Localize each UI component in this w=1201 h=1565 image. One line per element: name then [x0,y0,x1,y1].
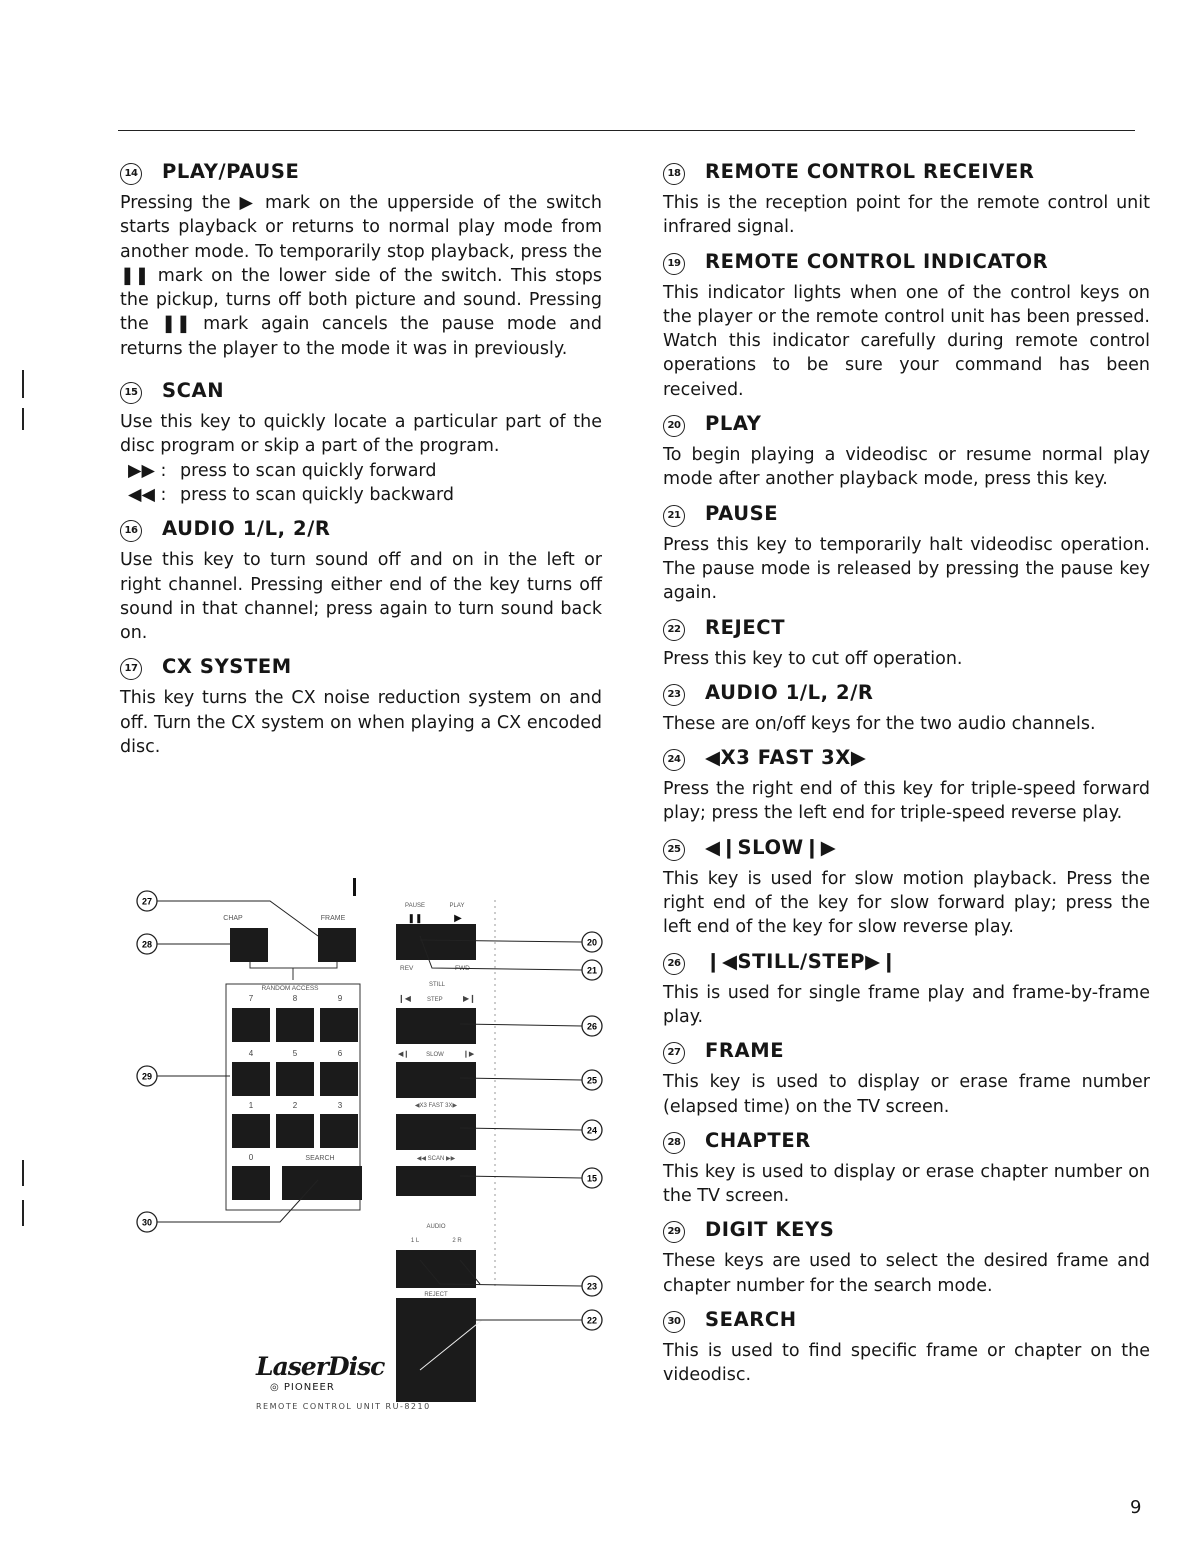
pioneer-brand: ◎ PIONEER [270,1382,335,1393]
section-search [663,1308,1150,1388]
frame-label: FRAME [320,915,346,922]
digit-label: 6 [337,1049,343,1058]
reject-label: REJECT [424,1292,448,1298]
section-heading [663,836,1150,861]
section-heading [663,412,1150,437]
laserdisc-logo: LaserDisc [256,1352,385,1381]
search-key[interactable] [282,1166,362,1200]
section-title: REMOTE CONTROL INDICATOR [705,249,1049,273]
scan-backward-icon: ◀◀ : [128,484,167,505]
right-column [663,160,1150,1398]
section-title: SCAN [162,379,225,403]
chap-label: CHAP [223,915,243,922]
section-chapter [663,1129,1150,1209]
section-text: Press this key to temporarily halt videodisc operation. The pause mode is released by pressing the pause key again. [663,534,1150,604]
digit-key-3[interactable] [320,1114,358,1148]
audio-ch1-label: 1 L [410,1238,420,1244]
slow-key[interactable] [396,1062,476,1098]
section-title: FRAME [705,1039,785,1063]
slow-reverse-icon: ◀❙ [398,1051,410,1058]
section-audio [120,517,602,645]
audio-keys[interactable] [396,1250,476,1288]
callout-line [460,1078,582,1080]
margin-mark [22,1160,24,1186]
section-heading [663,1308,1150,1333]
section-title: SEARCH [705,1308,797,1332]
callout-number: 30 [141,1217,153,1228]
section-text: This is the reception point for the remote control unit infrared signal. [663,193,1150,238]
section-text: Press this key to cut off operation. [663,648,963,669]
remote-control-figure [130,870,620,1320]
digit-key-1[interactable] [232,1114,270,1148]
rev-label: REV [400,965,414,972]
section-audio-keys [663,681,1150,736]
digit-key-9[interactable] [320,1008,358,1042]
digit-label: 9 [337,994,343,1003]
section-heading [663,1039,1150,1064]
section-heading [120,517,602,542]
section-text: Use this key to turn sound off and on in the left or right channel. Pressing either end of the key turns off sound in that channel; press again to turn sound back on. [120,550,602,644]
section-text: Pressing the ▶ mark on the upperside of the switch starts playback or returns to normal play mode from another mode. To temporarily stop playback, press the ❚❚ mark on the lower side of the switch. This stops the pickup, turns off both picture and sound. Pressing the ❚❚ mark again cancels the pause mode and returns the player to the mode it was in previously. [120,193,602,359]
section-text: This key is used for slow motion playback. Press the right end of the key for slow forward play; press the left end of the key for slow reverse play. [663,868,1150,938]
section-heading [120,160,602,185]
item-number: 28 [663,1132,685,1154]
scan-forward-line: ▶▶ : press to scan quickly forward [120,459,602,483]
page-number: 9 [1130,1497,1142,1518]
section-remote-receiver [663,160,1150,240]
section-title: PAUSE [705,501,779,525]
play-label: PLAY [449,903,465,909]
pause-symbol-icon: ❚❚ [407,913,423,923]
callout-line [460,1024,582,1026]
item-number: 14 [120,163,142,185]
item-number: 27 [663,1042,685,1064]
section-text: This is used for single frame play and frame-by-frame play. [663,982,1150,1027]
section-text: This indicator lights when one of the control keys on the player or the remote control unit has been pressed. Watch this indicator carefully during remote control operations to be sure your command has been received. [663,282,1150,400]
slow-label: SLOW [426,1052,444,1058]
section-remote-indicator [663,250,1150,402]
fast-label: ◀X3 FAST 3X▶ [414,1103,458,1109]
section-frame [663,1039,1150,1119]
callout-number: 15 [586,1173,598,1184]
callout-number: 29 [141,1071,153,1082]
item-number: 26 [663,953,685,975]
audio-label: AUDIO [426,1224,446,1230]
step-label: STEP [427,997,443,1003]
section-title: PLAY [705,412,762,436]
callout-number: 20 [586,937,598,948]
digit-key-5[interactable] [276,1062,314,1096]
scan-backward-line: ◀◀ : press to scan quickly backward [120,483,602,507]
left-column [120,160,602,769]
item-number: 23 [663,684,685,706]
digit-label: 4 [248,1049,254,1058]
item-number: 22 [663,619,685,641]
item-number: 30 [663,1311,685,1333]
section-digit-keys [663,1218,1150,1298]
section-title: CHAPTER [705,1128,811,1152]
callout-number: 23 [586,1281,598,1292]
fwd-label: FWD [455,965,470,972]
item-number: 25 [663,839,685,861]
still-step-key[interactable] [396,1008,476,1044]
section-heading [663,1129,1150,1154]
section-text: This is used to find specific frame or chapter on the videodisc. [663,1341,1150,1386]
digit-key-2[interactable] [276,1114,314,1148]
section-text: To begin playing a videodisc or resume normal play mode after another playback mode, press this key. [663,445,1150,490]
section-heading [663,1218,1150,1243]
section-fast [663,746,1150,826]
section-heading [663,681,1150,706]
callout-line [460,1128,582,1130]
top-rule [118,130,1135,131]
section-text: Use this key to quickly locate a particular part of the disc program or skip a part of the program. [120,412,602,457]
section-heading [663,746,1150,771]
section-heading [663,160,1150,185]
digit-key-0[interactable] [232,1166,270,1200]
digit-label: 2 [292,1101,298,1110]
pause-play-key[interactable] [396,924,476,960]
section-reject [663,616,1150,671]
audio-ch2-label: 2 R [452,1238,462,1244]
section-cx-system [120,655,602,759]
callout-number: 26 [586,1021,598,1032]
section-text: This key is used to display or erase chapter number on the TV screen. [663,1161,1150,1207]
callout-number: 24 [586,1125,598,1136]
callout-number: 27 [141,896,153,907]
item-number: 21 [663,505,685,527]
frame-key[interactable] [318,928,356,962]
item-number: 29 [663,1221,685,1243]
still-label: STILL [428,982,446,988]
digit-label: 0 [248,1153,254,1162]
section-title: AUDIO 1/L, 2/R [705,680,874,704]
margin-mark [22,370,24,398]
remote-model-label: REMOTE CONTROL UNIT RU-8210 [256,1402,431,1411]
section-heading [663,616,1150,641]
callout-number: 28 [141,939,153,950]
section-play [663,412,1150,492]
section-title: CX SYSTEM [162,655,292,679]
pause-label: PAUSE [405,903,425,909]
scan-key[interactable] [396,1166,476,1196]
callout-line [460,1176,582,1178]
section-title: DIGIT KEYS [705,1218,835,1242]
digit-label: 3 [337,1101,343,1110]
section-text: Press the right end of this key for triple-speed forward play; press the left end for triple-speed reverse play. [663,779,1150,824]
section-text: These keys are used to select the desired frame and chapter number for the search mode. [663,1251,1150,1296]
item-number: 19 [663,253,685,275]
section-heading [663,950,1150,975]
section-title: AUDIO 1/L, 2/R [162,517,331,541]
callout-number: 21 [586,965,598,976]
digit-key-7[interactable] [232,1008,270,1042]
section-title: PLAY/PAUSE [162,160,300,183]
still-step-symbols: ❙◀ [398,994,411,1003]
slow-forward-icon: ❙▶ [463,1051,475,1058]
section-heading [663,502,1150,527]
margin-mark [22,1200,24,1226]
digit-label: 5 [292,1049,298,1058]
digit-label: 1 [248,1101,254,1110]
section-heading [120,655,602,680]
section-text: This key turns the CX noise reduction system on and off. Turn the CX system on when playing a CX encoded disc. [120,688,602,758]
scan-forward-icon: ▶▶ : [128,460,167,481]
fast-key[interactable] [396,1114,476,1150]
item-number: 24 [663,749,685,771]
section-title: REMOTE CONTROL RECEIVER [705,160,1035,183]
scan-label: ◀◀ SCAN ▶▶ [416,1156,456,1162]
callout-number: 22 [586,1315,598,1326]
item-number: 17 [120,658,142,680]
section-text: These are on/off keys for the two audio channels. [663,713,1096,734]
margin-mark [22,408,24,430]
search-label: SEARCH [305,1155,335,1162]
section-heading [120,379,602,404]
reject-key[interactable] [396,1298,476,1402]
random-access-label: RANDOM ACCESS [261,985,319,992]
section-slow [663,836,1150,940]
item-number: 16 [120,520,142,542]
section-title: ◀X3 FAST 3X▶ [705,746,867,770]
section-title: ◀❙SLOW❙▶ [705,835,837,859]
section-still-step [663,950,1150,1030]
section-text: This key is used to display or erase frame number (elapsed time) on the TV screen. [663,1072,1150,1117]
step-forward-icon: ▶❙ [463,994,476,1003]
digit-key-8[interactable] [276,1008,314,1042]
section-scan [120,379,602,507]
section-pause [663,502,1150,606]
digit-label: 8 [292,994,298,1003]
reject-key-figure [390,1290,620,1410]
item-number: 20 [663,415,685,437]
section-heading [663,250,1150,275]
play-symbol-icon: ▶ [454,913,462,924]
item-number: 15 [120,382,142,404]
digit-key-6[interactable] [320,1062,358,1096]
section-title: ❙◀STILL/STEP▶❙ [705,949,898,973]
digit-key-4[interactable] [232,1062,270,1096]
item-number: 18 [663,163,685,185]
section-play-pause [120,160,602,361]
random-access-bracket [250,962,337,968]
digit-label: 7 [248,994,254,1003]
remote-top-marker [353,878,356,896]
section-title: REJECT [705,615,786,639]
callout-number: 25 [586,1075,598,1086]
chapter-key[interactable] [230,928,268,962]
